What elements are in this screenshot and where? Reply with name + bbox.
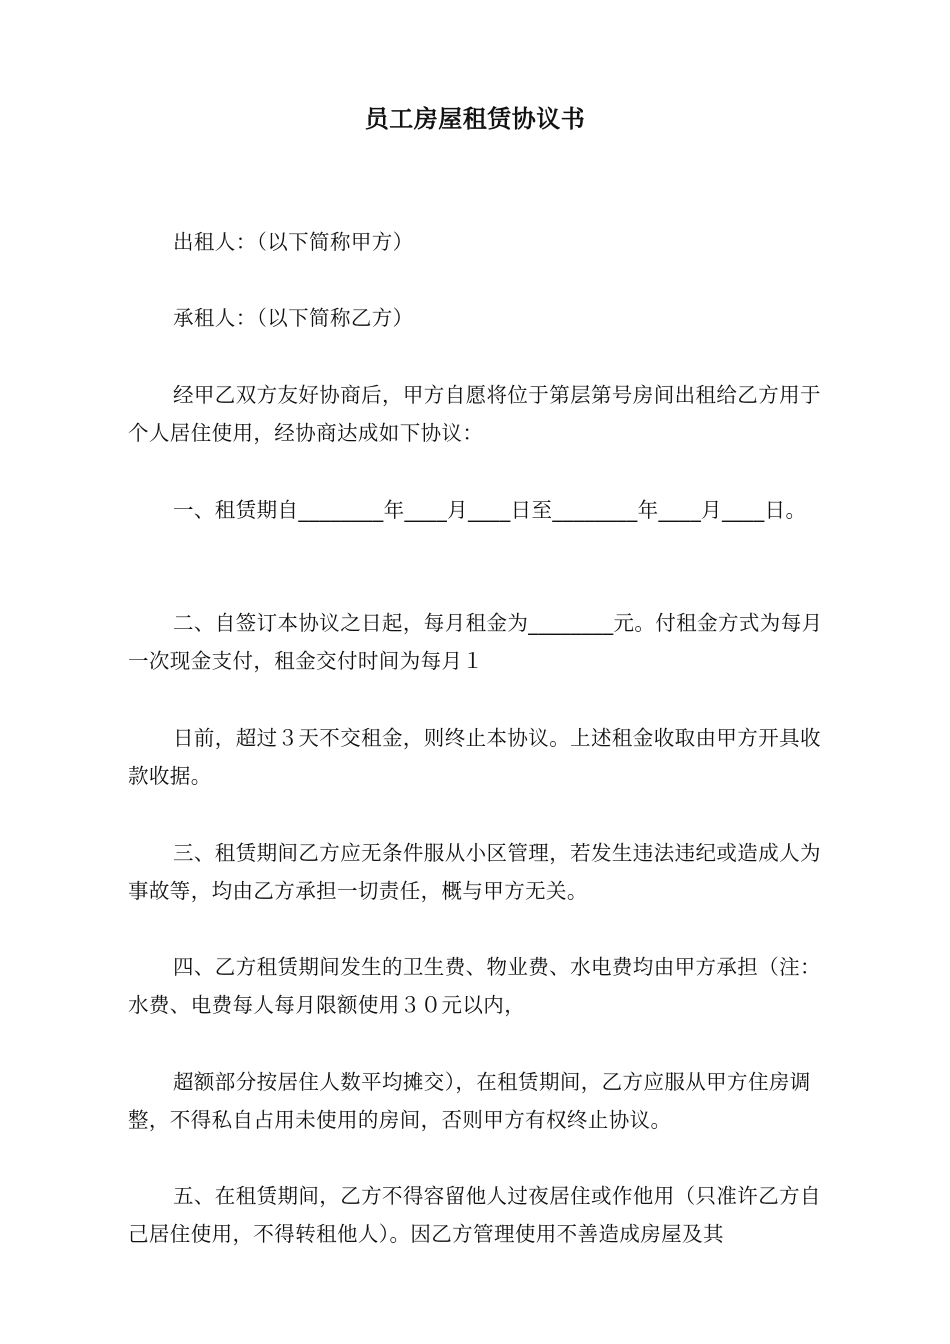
paragraph-clause-4-cont: 超额部分按居住人数平均摊交），在租赁期间，乙方应服从甲方住房调整，不得私自占用未使用的房间，否则甲方有权终止协议。	[128, 1070, 811, 1132]
paragraph-clause-1: 一、租赁期自________年____月____日至________年____月____日。	[173, 498, 807, 522]
paragraph-clause-4: 四、乙方租赁期间发生的卫生费、物业费、水电费均由甲方承担（注：水费、电费每人每月限额使用３０元以内，	[128, 955, 821, 1017]
paragraph-lessor: 出租人：（以下简称甲方）	[173, 230, 414, 254]
paragraph-preamble: 经甲乙双方友好协商后，甲方自愿将位于第层第号房间出租给乙方用于个人居住使用，经协商达成如下协议：	[128, 383, 821, 445]
paragraph-clause-2-cont: 日前，超过３天不交租金，则终止本协议。上述租金收取由甲方开具收款收据。	[128, 726, 821, 788]
paragraph-clause-2: 二、自签订本协议之日起，每月租金为________元。付租金方式为每月一次现金支付，租金交付时间为每月１	[128, 611, 823, 673]
paragraph-clause-3: 三、租赁期间乙方应无条件服从小区管理，若发生违法违纪或造成人为事故等，均由乙方承担一切责任，概与甲方无关。	[128, 841, 821, 903]
paragraph-lessee: 承租人：（以下简称乙方）	[173, 306, 414, 330]
document-title: 员工房屋租赁协议书	[364, 105, 586, 133]
paragraph-clause-5: 五、在租赁期间，乙方不得容留他人过夜居住或作他用（只准许乙方自己居住使用，不得转租他人）。因乙方管理使用不善造成房屋及其	[128, 1184, 821, 1246]
